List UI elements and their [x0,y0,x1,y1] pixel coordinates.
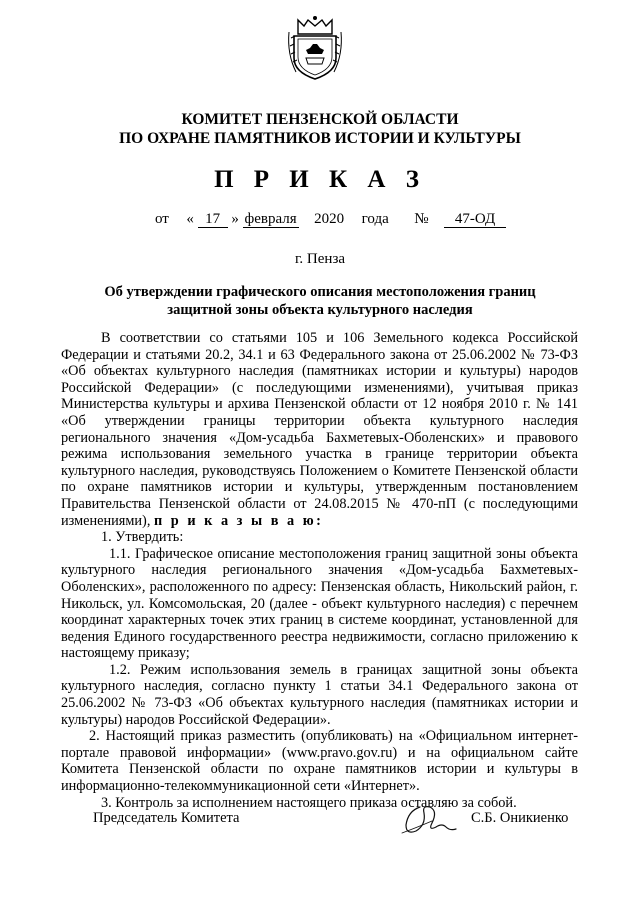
item-2: 2. Настоящий приказ разместить (опубликовать) на «Официальном интернет-портале правовой информации» (www.pravo.gov.ru) и на официальном сайте Комитета Пензенской области по охране памятников истории и культуры в информационно-телекоммуникационной сети «Интернет». [61,728,578,795]
coat-of-arms-emblem [286,14,344,82]
document-type-title: П Р И К А З [214,166,426,193]
date-number-line [155,211,506,228]
document-number: 47-ОД [444,212,506,228]
date-year: 2020 [314,211,345,227]
signatory-name: С.Б. Оникиенко [471,810,569,826]
date-day: 17 [198,212,228,228]
document-body [61,330,578,811]
order-word: п р и к а з ы в а ю: [153,512,324,529]
subject-line2: защитной зоны объекта культурного наследия [167,302,473,318]
preamble-text: В соответствии со статьями 105 и 106 Земельного кодекса Российской Федерации и статьями 20.2, 34.1 и 63 Федерального закона от 25.06.2002 № 73-ФЗ «Об объектах культурного наследия (памятниках истории и культуры) народов Российской Федерации» (с последующими изменениями), учитывая приказ Министерства культуры и архива Пензенской области от 12 ноября 2010 г. № 141 «Об утверждении границы территории объекта культурного наследия регионального значения «Дом-усадьба Бахметевых-Оболенских» и правового режима использования земельного участка в границе территории объекта культурного наследия, руководствуясь Положением о Комитете Пензенской области по охране памятников истории и культуры, утвержденным постановлением Правительства Пензенской области от 24.08.2015 № 470-пП (с последующими изменениями), [61,330,578,529]
handwritten-signature [398,797,458,841]
preamble-paragraph [61,330,578,529]
city: г. Пенза [294,251,346,267]
item-1-1: 1.1. Графическое описание местоположения границ защитной зоны объекта культурного наследия регионального значения «Дом-усадьба Бахметевых-Оболенских», расположенного по адресу: Пензенская область, Никольский район, г. Никольск, ул. Комсомольская, 20 (далее - объект культурного наследия) с перечнем координат характерных точек этих границ в системе координат, установленной для ведения Единого государственного реестра недвижимости, согласно приложению к настоящему приказу; [61,545,578,662]
signatory-post: Председатель Комитета [93,810,240,826]
item-3: 3. Контроль за исполнением настоящего приказа оставляю за собой. [101,794,517,811]
date-prefix: от [155,211,169,227]
subject-line1: Об утверждении графического описания местоположения границ [104,284,536,300]
org-name-line2: ПО ОХРАНЕ ПАМЯТНИКОВ ИСТОРИИ И КУЛЬТУРЫ [119,130,521,147]
quote-close: » [231,211,239,227]
date-month: февраля [244,211,297,227]
item-1: 1. Утвердить: [101,529,184,546]
date-year-word: года [361,211,389,227]
quote-open: « [186,211,194,227]
item-1-2: 1.2. Режим использования земель в границах защитной зоны объекта культурного наследия, согласно пункту 1 статьи 34.1 Федерального закона от 25.06.2002 № 73-ФЗ «Об объектах культурного наследия (памятниках истории и культуры) народов Российской Федерации». [61,661,578,728]
number-sign: № [414,211,429,227]
org-name-line1: КОМИТЕТ ПЕНЗЕНСКОЙ ОБЛАСТИ [181,111,459,128]
